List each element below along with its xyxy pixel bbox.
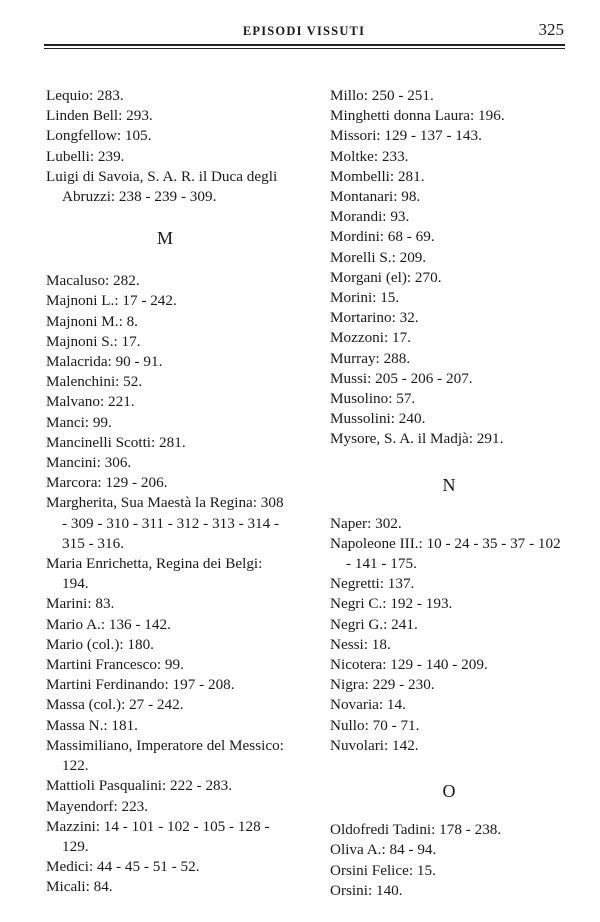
index-entry: Nuvolari: 142. — [330, 736, 419, 754]
index-entry: Malacrida: 90 - 91. — [46, 353, 163, 371]
index-entry: Negretti: 137. — [330, 575, 415, 593]
index-entry: Marcora: 129 - 206. — [46, 474, 168, 492]
section-letter: O — [442, 781, 456, 802]
index-entry: Novaria: 14. — [330, 696, 406, 714]
index-entry: Mancini: 306. — [46, 454, 132, 472]
index-entry: Medici: 44 - 45 - 51 - 52. — [46, 858, 200, 876]
running-title: EPISODI VISSUTI — [242, 24, 366, 38]
index-entry: Oliva A.: 84 - 94. — [330, 841, 437, 859]
header-rule — [44, 44, 565, 49]
index-entry: Macaluso: 282. — [46, 272, 140, 290]
index-entry: Nigra: 229 - 230. — [330, 676, 435, 694]
index-entry: Mazzini: 14 - 101 - 102 - 105 - 128 - 129. — [46, 817, 270, 855]
index-entry: Malvano: 221. — [46, 393, 135, 411]
index-entry: Massimiliano, Imperatore del Messico: 122. — [46, 736, 284, 775]
index-entry: Missori: 129 - 137 - 143. — [330, 127, 482, 145]
index-entry: Malenchini: 52. — [46, 373, 143, 391]
index-entry: Montanari: 98. — [330, 188, 421, 206]
index-entry: Linden Bell: 293. — [46, 107, 153, 125]
index-entry: Maria Enrichetta, Regina dei Belgi: 194. — [46, 555, 263, 593]
index-entry: Nullo: 70 - 71. — [330, 716, 420, 734]
index-entry: Musolino: 57. — [330, 390, 416, 408]
index-column-left — [46, 86, 284, 898]
index-entry: Mancinelli Scotti: 281. — [46, 433, 186, 451]
index-entry: Majnoni S.: 17. — [46, 332, 141, 350]
index-entry: Mayendorf: 223. — [46, 797, 149, 815]
index-entry: Negri C.: 192 - 193. — [330, 595, 453, 613]
index-entry: Minghetti donna Laura: 196. — [330, 107, 505, 125]
index-entry: Majnoni M.: 8. — [46, 312, 138, 330]
index-column-right — [330, 86, 568, 901]
index-entry: Morgani (el): 270. — [330, 268, 442, 286]
index-entry: Mussi: 205 - 206 - 207. — [330, 369, 473, 387]
index-entry: Orsini Felice: 15. — [330, 861, 436, 879]
index-entry: Massa (col.): 27 - 242. — [46, 696, 184, 714]
index-entry: Morandi: 93. — [330, 208, 410, 226]
index-entry: Mozzoni: 17. — [330, 329, 411, 347]
index-entry: Morelli S.: 209. — [330, 248, 427, 266]
index-entry: Millo: 250 - 251. — [330, 87, 434, 104]
index-entry: Martini Ferdinando: 197 - 208. — [46, 676, 235, 694]
index-entry: Mario (col.): 180. — [46, 635, 154, 653]
index-entry: Mordini: 68 - 69. — [330, 228, 435, 246]
index-entry: Majnoni L.: 17 - 242. — [46, 292, 177, 310]
index-entry: Moltke: 233. — [330, 147, 409, 165]
index-entry: Longfellow: 105. — [46, 127, 152, 145]
index-entry: Luigi di Savoia, S. A. R. il Duca degli Abruzzi: 238 - 239 - 309. — [46, 167, 278, 206]
section-letter: N — [442, 474, 456, 495]
index-entry: Morini: 15. — [330, 289, 400, 307]
index-entry: Mortarino: 32. — [330, 309, 419, 327]
index-entry: Manci: 99. — [46, 413, 112, 431]
index-entry: Nessi: 18. — [330, 635, 391, 653]
index-entry: Mario A.: 136 - 142. — [46, 615, 171, 633]
index-entry: Oldofredi Tadini: 178 - 238. — [330, 821, 502, 839]
index-entry: Orsini: 140. — [330, 881, 403, 899]
index-entry: Margherita, Sua Maestà la Regina: 308 - 309 - 310 - 311 - 312 - 313 - 314 - 315 - 316. — [46, 494, 284, 552]
index-entry: Lubelli: 239. — [46, 147, 125, 165]
index-entry: Mombelli: 281. — [330, 167, 425, 185]
index-entry: Micali: 84. — [46, 878, 113, 896]
index-entry: Massa N.: 181. — [46, 716, 138, 734]
index-entry: Naper: 302. — [330, 514, 402, 532]
index-entry: Lequio: 283. — [46, 87, 124, 104]
index-entry: Mysore, S. A. il Madjà: 291. — [330, 430, 504, 448]
index-entry: Napoleone III.: 10 - 24 - 35 - 37 - 102 - 141 - 175. — [330, 534, 561, 573]
index-entry: Martini Francesco: 99. — [46, 656, 184, 674]
page-header — [44, 18, 564, 46]
index-entry: Mussolini: 240. — [330, 410, 426, 428]
index-entry: Nicotera: 129 - 140 - 209. — [330, 656, 488, 674]
index-entry: Marini: 83. — [46, 595, 115, 613]
index-entry: Murray: 288. — [330, 349, 411, 367]
index-entry: Mattioli Pasqualini: 222 - 283. — [46, 777, 233, 795]
section-letter: M — [156, 228, 173, 249]
index-entry: Negri G.: 241. — [330, 615, 418, 633]
page-number: 325 — [538, 20, 564, 39]
